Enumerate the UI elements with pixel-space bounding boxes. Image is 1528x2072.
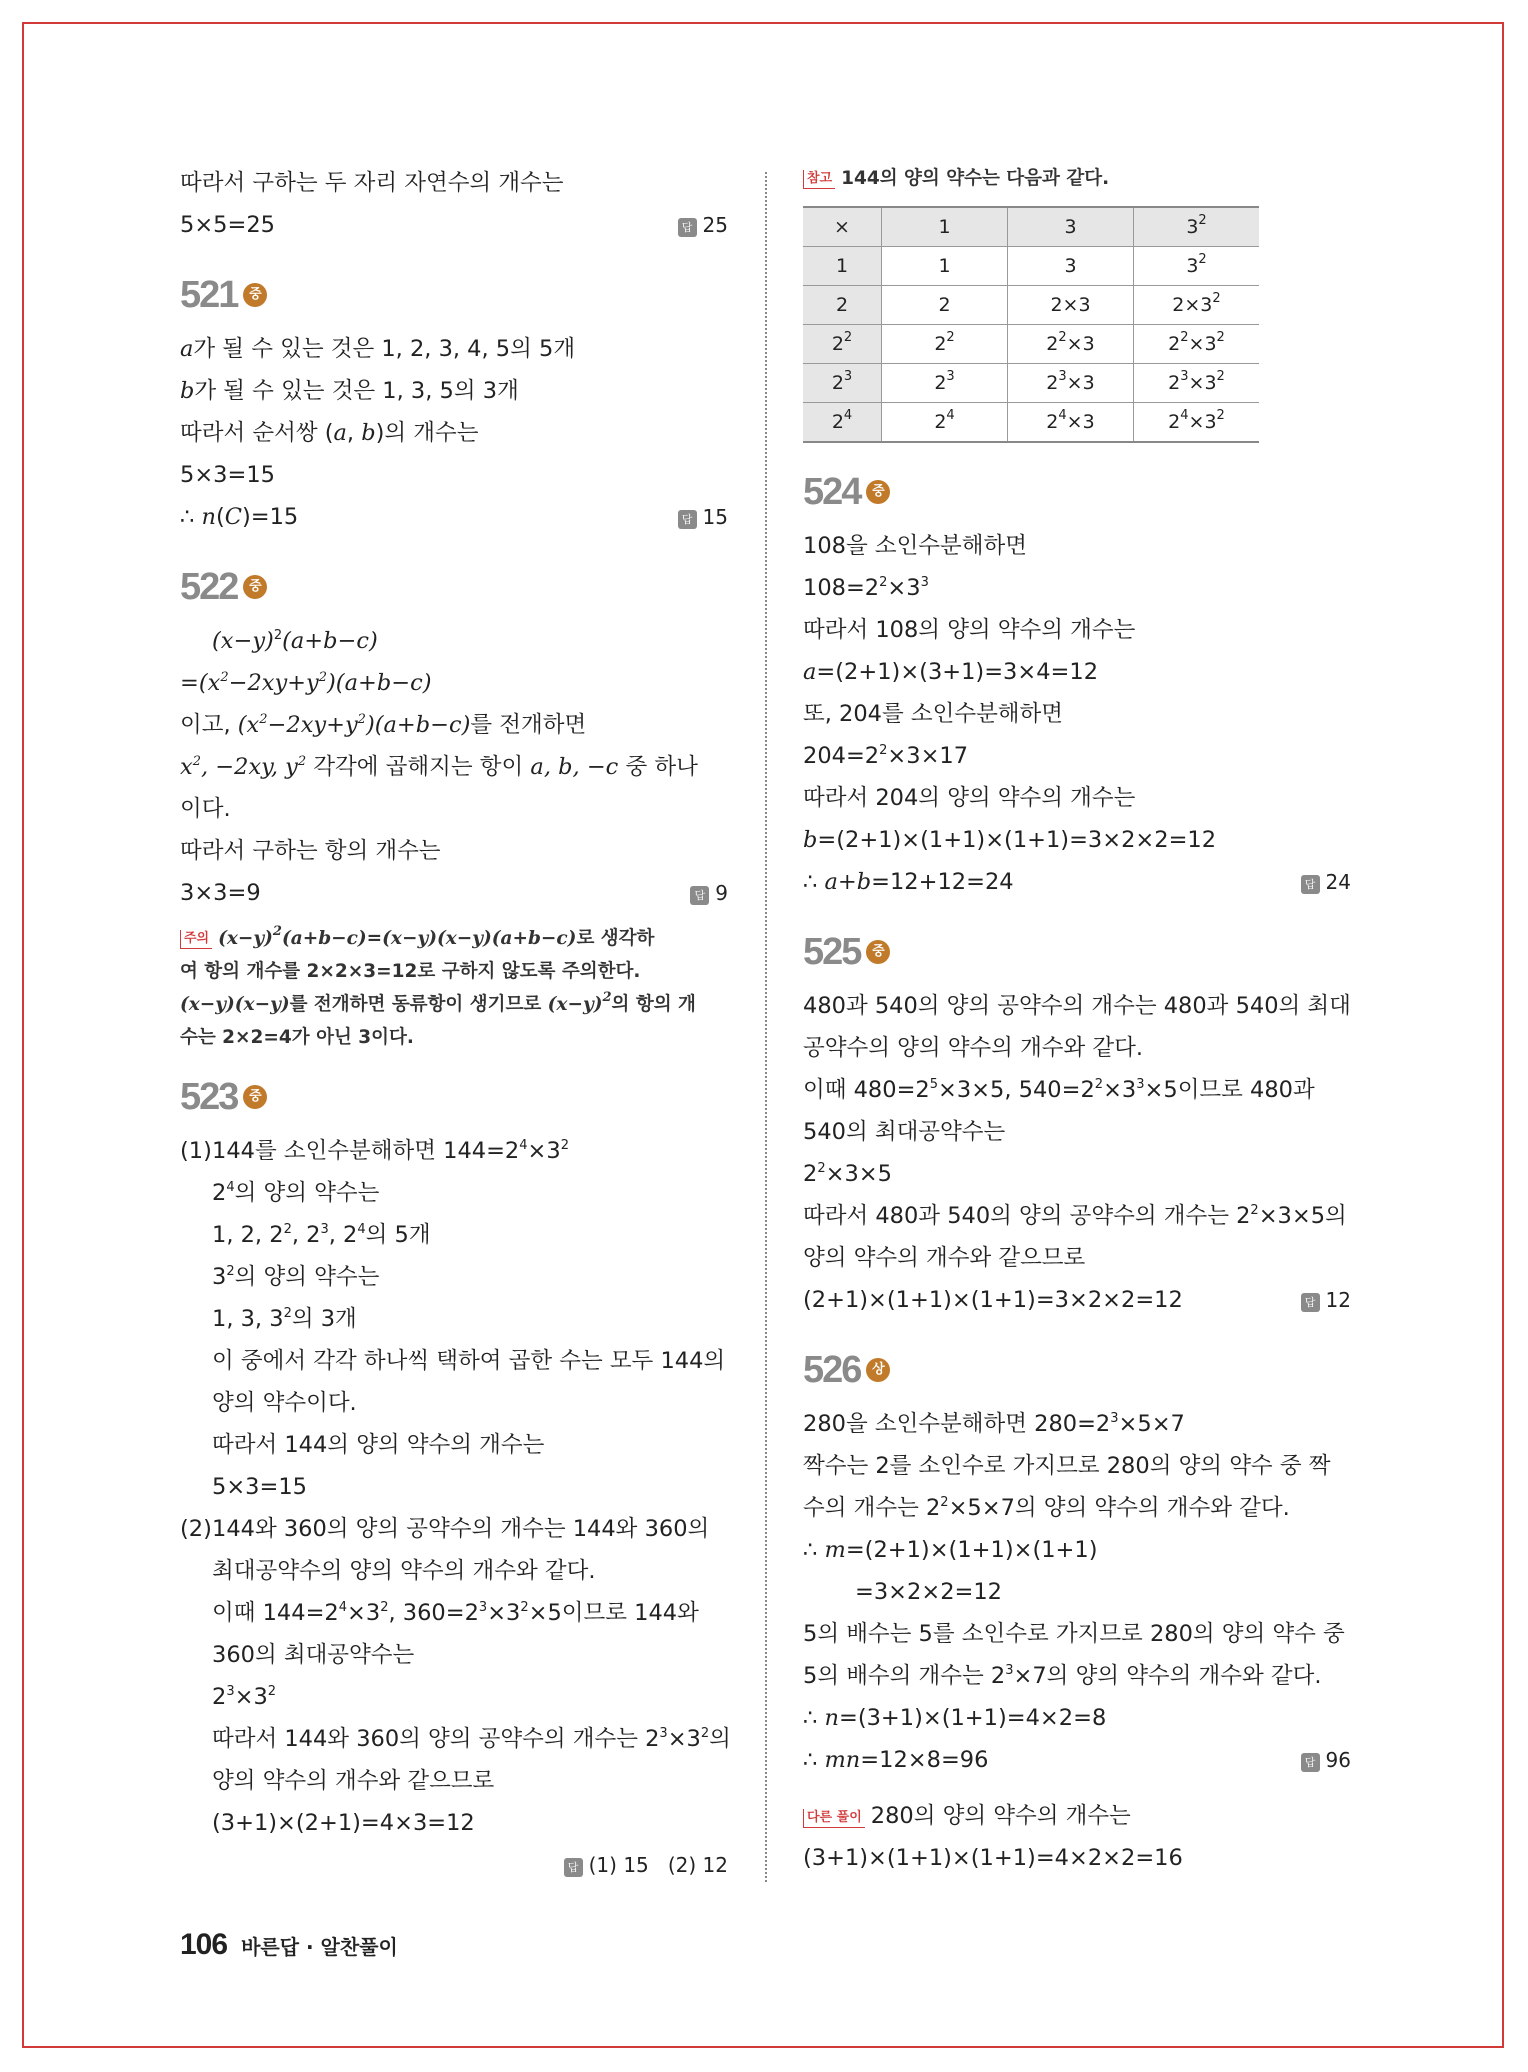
table-row (803, 325, 1259, 364)
table-cell: $2^3$ (882, 364, 1008, 403)
table-cell: $2^2\times 3^2$ (1134, 325, 1260, 364)
table-row (803, 286, 1259, 325)
problem-header-521 (180, 264, 728, 324)
table-cell: $2^2\times 3$ (1008, 325, 1134, 364)
text-line: $204=2^2\times 3\times 17$ (803, 743, 969, 769)
right-column (803, 162, 1351, 1879)
text-line: (3+1)×(2+1)=4×3=12 (212, 1810, 475, 1836)
text-line: 이 중에서 각각 하나씩 택하여 곱한 수는 모두 144의 (212, 1348, 726, 1374)
table-cell: $2^3\times 3^2$ (1134, 364, 1260, 403)
text-line: 1, 2, $2^2$, $2^3$, $2^4$의 5개 (212, 1222, 431, 1248)
difficulty-badge: 중 (866, 480, 890, 504)
text-line: 수의 개수는 $2^2\times 5\times 7$의 양의 약수의 개수와 같다. (803, 1495, 1290, 1521)
table-row (803, 364, 1259, 403)
text-line: ∴ n(C)=15 답 15 (180, 496, 728, 538)
caution-note (180, 922, 728, 1054)
answer-label: 답 9 (690, 872, 728, 914)
text-line: 480과 540의 양의 공약수의 개수는 480과 540의 최대 (803, 993, 1351, 1019)
reference-tag: 참고 (803, 170, 835, 189)
text-line: 5의 배수는 5를 소인수로 가지므로 280의 양의 약수 중 (803, 1621, 1345, 1647)
text-line: 3×3=9 답 9 (180, 872, 728, 914)
problem-header-523 (180, 1066, 728, 1126)
problem-header-526 (803, 1339, 1351, 1399)
difficulty-badge: 중 (243, 575, 267, 599)
text-line: 짝수는 2를 소인수로 가지므로 280의 양의 약수 중 짝 (803, 1453, 1331, 1479)
note-line: 수는 2×2=4가 아닌 3이다. (180, 1027, 414, 1048)
text-line: a=(2+1)×(3+1)=3×4=12 (803, 659, 1099, 685)
difficulty-badge: 중 (243, 283, 267, 307)
answer-icon: 답 (678, 510, 697, 529)
book-title: 바른답 · 알찬풀이 (241, 1934, 398, 1959)
text-line: 따라서 144의 양의 약수의 개수는 (212, 1432, 545, 1458)
reference-note: 참고 144의 양의 약수는 다음과 같다. (803, 162, 1351, 196)
text-line: 따라서 순서쌍 (a, b)의 개수는 (180, 420, 479, 446)
table-cell: $2^3\times 3$ (1008, 364, 1134, 403)
difficulty-badge: 중 (866, 940, 890, 964)
text-line: a가 될 수 있는 것은 1, 2, 3, 4, 5의 5개 (180, 336, 576, 362)
difficulty-badge: 중 (243, 1085, 267, 1109)
table-cell: $2^4$ (882, 403, 1008, 443)
table-cell: $2^3$ (803, 364, 882, 403)
text-line: 따라서 204의 양의 약수의 개수는 (803, 785, 1136, 811)
table-cell: $2^2$ (882, 325, 1008, 364)
text-line: ∴ n=(3+1)×(1+1)=4×2=8 (803, 1705, 1107, 1731)
problem-number: 521 (180, 273, 238, 316)
problem-number: 523 (180, 1075, 238, 1118)
text-line: $108=2^2\times 3^3$ (803, 575, 929, 601)
text-line: 이고, $(x^2-2xy+y^2)(a+b-c)$를 전개하면 (180, 712, 587, 738)
text-line: 5×5=25 답 25 (180, 204, 728, 246)
answer-label: 답 15 (678, 496, 728, 538)
answer-icon: 답 (1301, 1293, 1320, 1312)
answer-label: 답 25 (678, 204, 728, 246)
alt-solution-line: 다른 풀이 280의 양의 약수의 개수는 (803, 1795, 1351, 1837)
text-line: 양의 약수이다. (212, 1390, 357, 1416)
table-cell: 3 (1008, 247, 1134, 286)
problem-header-522 (180, 556, 728, 616)
text-line: ∴ mn=12×8=96 답 96 (803, 1739, 1351, 1781)
table-cell: 1 (882, 247, 1008, 286)
page-number: 106 (180, 1928, 228, 1961)
note-line: 여 항의 개수를 2×2×3=12로 구하지 않도록 주의한다. (180, 961, 641, 982)
math-line: $(x-y)^2(a+b-c)$ (212, 628, 378, 654)
problem-number: 526 (803, 1348, 861, 1391)
text-line: 따라서 480과 540의 양의 공약수의 개수는 $2^2\times 3\times 5$의 (803, 1203, 1347, 1229)
caution-tag: 주의 (180, 930, 212, 949)
text-line: 이다. (180, 796, 231, 822)
page-footer (180, 1928, 398, 1962)
answer-icon: 답 (1301, 1753, 1320, 1772)
problem-header-525 (803, 921, 1351, 981)
alt-solution-line: (3+1)×(1+1)×(1+1)=4×2×2=16 (803, 1845, 1183, 1871)
table-cell: 2 (803, 286, 882, 325)
text-line: 5의 배수의 개수는 $2^3\times 7$의 양의 약수의 개수와 같다. (803, 1663, 1322, 1689)
text-line: 이때 $480=2^5\times 3\times 5$, $540=2^2\times 3^3\times 5$이므로 480과 (803, 1077, 1315, 1103)
table-cell: $2^4$ (803, 403, 882, 443)
text-line: 최대공약수의 양의 약수의 개수와 같다. (212, 1558, 596, 1584)
text-line: 280을 소인수분해하면 $280=2^3\times 5\times 7$ (803, 1411, 1185, 1437)
answer-icon: 답 (564, 1858, 583, 1877)
text-line: 5×3=15 (212, 1474, 307, 1500)
table-cell: $3^2$ (1134, 247, 1260, 286)
column-divider (765, 172, 767, 1882)
left-column (180, 162, 731, 1886)
answer-label: 답 24 (1301, 861, 1351, 903)
table-cell: 1 (882, 207, 1008, 247)
answer-label: 답 12 (1301, 1279, 1351, 1321)
text-line: 540의 최대공약수는 (803, 1119, 1006, 1145)
table-cell: 1 (803, 247, 882, 286)
text-line: 공약수의 양의 약수의 개수와 같다. (803, 1035, 1144, 1061)
table-cell: $3^2$ (1134, 207, 1260, 247)
table-cell: $2^2$ (803, 325, 882, 364)
answer-icon: 답 (678, 218, 697, 237)
text-line: (2+1)×(1+1)×(1+1)=3×2×2=12 답 12 (803, 1279, 1351, 1321)
text-line: $3^2$의 양의 약수는 (212, 1264, 380, 1290)
text-line: ∴ m=(2+1)×(1+1)×(1+1) (803, 1537, 1098, 1563)
note-line: (x−y)(x−y)를 전개하면 동류항이 생기므로 $(x-y)^2$의 항의 개 (180, 990, 696, 1015)
text-line: 따라서 구하는 항의 개수는 (180, 838, 441, 864)
answer-icon: 답 (1301, 875, 1320, 894)
problem-number: 522 (180, 565, 238, 608)
text-line: 또, 204를 소인수분해하면 (803, 701, 1064, 727)
text-line: 양의 약수의 개수와 같으므로 (803, 1245, 1086, 1271)
table-row (803, 247, 1259, 286)
table-cell: $2^4\times 3$ (1008, 403, 1134, 443)
answer-icon: 답 (690, 886, 709, 905)
table-row (803, 207, 1259, 247)
text-line: (1) 144를 소인수분해하면 $144=2^4\times 3^2$ (180, 1138, 569, 1164)
text-line: 양의 약수의 개수와 같으므로 (212, 1768, 495, 1794)
text-line: 5×3=15 (180, 462, 275, 488)
text-line: 360의 최대공약수는 (212, 1642, 415, 1668)
divisor-table (803, 206, 1259, 443)
text-line: $x^2$, −2xy, $y^2$ 각각에 곱해지는 항이 a, b, −c 중 하나 (180, 754, 698, 780)
text-line: =3×2×2=12 (855, 1579, 1002, 1605)
text-line: 따라서 구하는 두 자리 자연수의 개수는 (180, 170, 564, 196)
problem-header-524 (803, 461, 1351, 521)
table-cell: × (803, 207, 882, 247)
text-line: $2^2\times 3\times 5$ (803, 1161, 892, 1187)
math-line: $=(x^2-2xy+y^2)(a+b-c)$ (180, 670, 432, 696)
text-line: $2^4$의 양의 약수는 (212, 1180, 380, 1206)
difficulty-badge: 상 (866, 1358, 890, 1382)
note-line: 주의 $(x-y)^2(a+b-c)=(x-y)(x-y)(a+b-c)$로 생각하 (180, 922, 728, 955)
text-line: (2) 144와 360의 양의 공약수의 개수는 144와 360의 (180, 1516, 710, 1542)
text-line: 이때 $144=2^4\times 3^2$, $360=2^3\times 3^2\times 5$이므로 144와 (212, 1600, 699, 1626)
text-line: $2^3\times 3^2$ (212, 1684, 277, 1710)
text-line: ∴ a+b=12+12=24 답 24 (803, 861, 1351, 903)
text-line (180, 1844, 728, 1886)
text-line: 108을 소인수분해하면 (803, 533, 1027, 559)
text-line: 1, 3, $3^2$의 3개 (212, 1306, 357, 1332)
table-cell: 3 (1008, 207, 1134, 247)
text-line: b=(2+1)×(1+1)×(1+1)=3×2×2=12 (803, 827, 1217, 853)
table-row (803, 403, 1259, 443)
answer-label: 답 96 (1301, 1739, 1351, 1781)
text-line: b가 될 수 있는 것은 1, 3, 5의 3개 (180, 378, 519, 404)
problem-number: 525 (803, 930, 861, 973)
alt-solution-tag: 다른 풀이 (803, 1809, 865, 1828)
table-cell: 2 (882, 286, 1008, 325)
table-cell: $2^4\times 3^2$ (1134, 403, 1260, 443)
text-line: 따라서 144와 360의 양의 공약수의 개수는 $2^3\times 3^2$의 (212, 1726, 731, 1752)
table-cell: 2×3 (1008, 286, 1134, 325)
text-line: 따라서 108의 양의 약수의 개수는 (803, 617, 1136, 643)
problem-number: 524 (803, 470, 861, 513)
answer-label: 답 (1) 15 (2) 12 (564, 1844, 728, 1886)
table-cell: $2\times 3^2$ (1134, 286, 1260, 325)
